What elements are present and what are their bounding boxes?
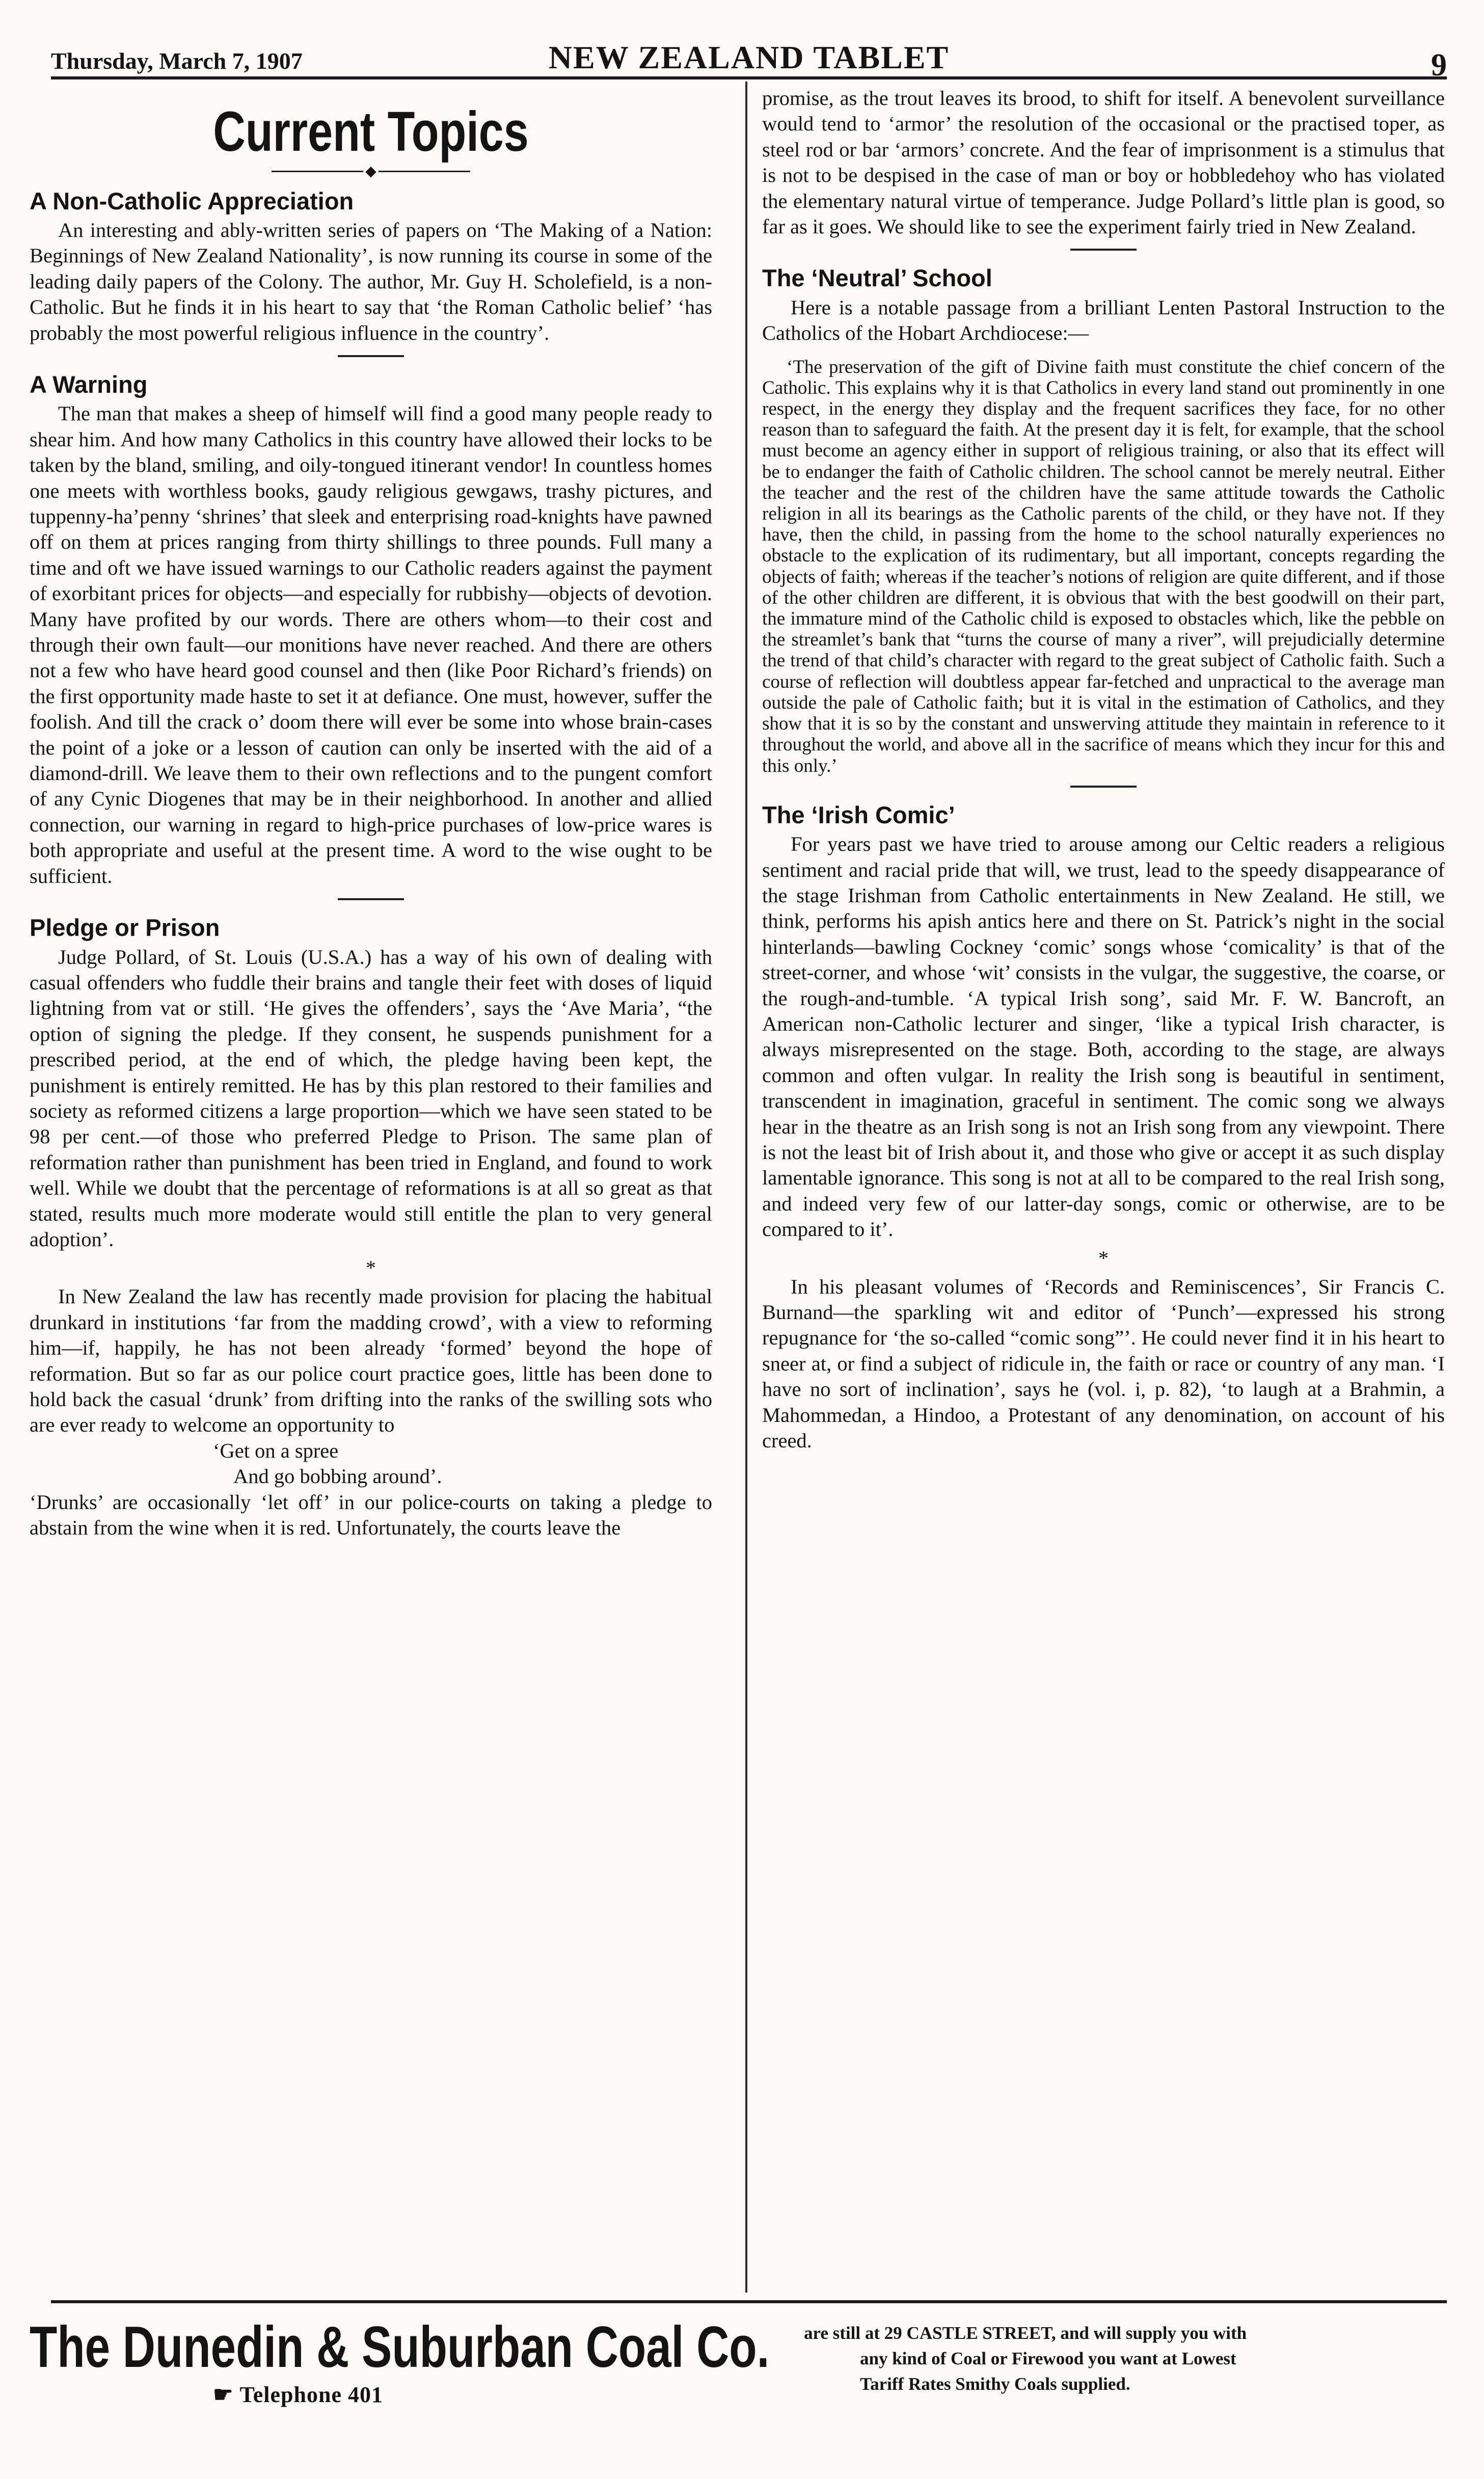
- header-rule: [51, 76, 1447, 79]
- telephone-text: Telephone 401: [239, 2382, 383, 2407]
- issue-date: Thursday, March 7, 1907: [51, 48, 303, 74]
- left-column: [30, 86, 712, 1541]
- asterisk-divider: *: [1098, 1246, 1109, 1270]
- page-title: Current Topics: [213, 100, 529, 163]
- telephone-line: [213, 2382, 383, 2408]
- article-paragraph: The man that makes a sheep of himself will find a good many people ready to shear him. And how many Catholics in this country have allowed their locks to be taken by the bland, smiling, and oily-tongued itinerant vendor! In countless homes one meets with worthless books, gaudy religious gewgaws, trashy pictures, and tuppenny-ha’penny ‘shrines’ that sleek and enterprising road-knights have pawned off on them at prices ranging from thirty shillings to three pounds. Full many a time and oft we have issued warnings to our Catholic readers against the payment of exorbitant prices for objects—and especially for rubbishy—objects of devotion. Many have profited by our words. There are others whom—to their cost and through their own fault—our monitions have never reached. And there are others not a few who have heard good counsel and then (like Poor Richard’s friends) on the first opportunity made haste to set it at defiance. One must, however, suffer the foolish. And till the crack o’ doom there will ever be some into whose brain-cases the point of a joke or a lesson of caution can only be inserted with the aid of a diamond-drill. We leave them to their own reflections and to the pungent comfort of any Cynic Diogenes that may be in their neighborhood. In another and allied connection, our warning in regard to high-price purchases of low-price wares is both appropriate and useful at the present time. A word to the wise ought to be sufficient.: [30, 402, 712, 887]
- section-separator: [1070, 786, 1137, 788]
- article-paragraph: In New Zealand the law has recently made provision for placing the habitual drunkard in institutions ‘far from the madding crowd’, with a view to reforming him—if, happily, he has not been already ‘formed’ beyond the hope of reformation. But so far as our police court practice goes, little has been done to hold back the casual ‘drunk’ from drifting into the ranks of the swilling sots who are ever ready to welcome an opportunity to: [30, 1285, 712, 1437]
- article-paragraph: For years past we have tried to arouse among our Celtic readers a religious sentiment and racial pride that will, we trust, lead to the speedy disappearance of the stage Irishman from Catholic entertainments in New Zealand. He still, we think, performs his apish antics here and there on St. Patrick’s night in the social hinterlands—bawling Cockney ‘comic’ songs whose ‘comicality’ is that of the street-corner, and whose ‘wit’ consists in the vulgar, the suggestive, the coarse, or the rough-and-tumble. ‘A typical Irish song’, said Mr. F. W. Bancroft, an American non-Catholic lecturer and singer, ‘like a typical Irish character, is always misrepresented on the stage. Both, according to the stage, are always common and often vulgar. In reality the Irish song is beautiful in sentiment, transcendent in imagination, graceful in sentiment. The comic song we always hear in the theatre as an Irish song is not an Irish song from any viewpoint. There is not the least bit of Irish about it, and those who give or accept it as such display lamentable ignorance. This song is not at all to be compared to the real Irish song, and indeed very few of our latter-day songs, comic or otherwise, are to be compared to it’.: [762, 832, 1445, 1241]
- article-paragraph: Judge Pollard, of St. Louis (U.S.A.) has a way of his own of dealing with casual offenders who fuddle their brains and tangle their feet with doses of liquid lightning from vat or still. ‘He gives the offenders’, says the ‘Ave Maria’, “the option of signing the pledge. If they consent, he suspends punishment for a prescribed period, at the end of which, the pledge having been kept, the punishment is entirely remitted. He has by this plan restored to their families and society as reformed citizens a large proportion—which we have seen stated to be 98 per cent.—of those who preferred Pledge to Prison. The same plan of reformation rather than punishment has been tried in England, and found to work well. While we doubt that the percentage of reformations is at all so great as that stated, results much more moderate would still entitle the plan to very general adoption’.: [30, 945, 712, 1251]
- coal-advertisement: [30, 2310, 1451, 2412]
- section-heading: The ‘Neutral’ School: [762, 264, 992, 292]
- section-separator: [338, 355, 404, 357]
- verse-line: And go bobbing around’.: [233, 1465, 442, 1488]
- section-heading: A Non-Catholic Appreciation: [30, 187, 354, 214]
- section-heading: Pledge or Prison: [30, 914, 220, 941]
- asterisk-divider: *: [366, 1256, 376, 1280]
- section-separator: [338, 898, 404, 900]
- article-paragraph: ‘Drunks’ are occasionally ‘let off’ in our police-courts on taking a pledge to abstain from the wine when it is red. Unfortunately, the courts leave the: [30, 1490, 712, 1540]
- section-separator: [1070, 249, 1137, 251]
- article-paragraph: In his pleasant volumes of ‘Records and Reminiscences’, Sir Francis C. Burnand—the sparkling wit and editor of ‘Punch’—expressed his strong repugnance for ‘the so-called “comic song”’. He could never find it in his heart to sneer at, or find a subject of ridicule in, the faith or race or country of any man. ‘I have no sort of inclination’, says he (vol. i, p. 82), ‘to laugh at a Brahmin, a Mahommedan, a Hindoo, a Protestant of any denomination, on account of his creed.: [762, 1275, 1445, 1452]
- pointing-hand-icon: ☛: [213, 2382, 234, 2407]
- ad-line: any kind of Coal or Firewood you want at Lowest: [860, 2349, 1236, 2368]
- masthead: NEW ZEALAND TABLET: [548, 39, 950, 75]
- block-quote: ‘The preservation of the gift of Divine faith must constitute the chief concern of the Catholic. This explains why it is that Catholics in every land stand out prominently in one respect, in the energy they display and the frequent sacrifices they face, for no other reason than to safeguard the faith. At the present day it is felt, for example, that the school must become an agency either in support of religious training, or also that its effect will be to endanger the faith of Catholic children. The school cannot be merely neutral. Either the teacher and the rest of the children have the same attitude towards the Catholic religion in all its bearings as the Catholic parents of the child, or they have not. If they have, then the child, in passing from the home to the school naturally experiences no obstacle to the explication of its rudimentary, but all important, concepts regarding the objects of faith; whereas if the teacher’s notions of religion are quite different, and if those of the other children are different, it is obvious that with the best goodwill on their part, the immature mind of the Catholic child is exposed to obstacles which, like the pebble on the streamlet’s bank that “turns the course of many a river”, will prejudicially determine the trend of that child’s character with regard to the great subject of Catholic faith. Such a course of reflection will doubtless appear far-fetched and unpractical to the average man outside the pale of Catholic faith; but it is vital in the estimation of Catholics, and they show that it is so by the constant and unswerving attitude they maintain in reference to it throughout the world, and above all in the sacrifice of means which they incur for this and this only.’: [762, 356, 1445, 776]
- section-heading: The ‘Irish Comic’: [762, 801, 955, 828]
- advertiser-name: The Dunedin & Suburban Coal Co.: [30, 2315, 770, 2380]
- title-ornament: ◆: [30, 164, 712, 179]
- column-divider: [745, 82, 747, 2293]
- right-column: [762, 86, 1445, 1453]
- article-paragraph: An interesting and ably-written series of papers on ‘The Making of a Nation: Beginnings of New Zealand Nationality’, is now running its course in some of the leading daily papers of the Colony. The author, Mr. Guy H. Scholefield, is a non-Catholic. But he finds it in his heart to say that ‘the Roman Catholic belief’ ‘has probably the most powerful religious influence in the country’.: [30, 218, 712, 344]
- verse-quote: [30, 1438, 712, 1490]
- article-paragraph: promise, as the trout leaves its brood, to shift for itself. A benevolent surveillance would tend to ‘armor’ the resolution of the occasional or the practised toper, as steel rod or bar ‘armors’ concrete. And the fear of imprisonment is a stimulus that is not to be despised in the case of man or boy or hobbledehoy who has violated the elementary natural virtue of temperance. Judge Pollard’s little plan is good, so far as it goes. We should like to see the experiment fairly tried in New Zealand.: [762, 87, 1445, 238]
- footer-rule: [51, 2300, 1447, 2303]
- section-heading: A Warning: [30, 371, 148, 398]
- page-number: 9: [1431, 48, 1447, 83]
- advertisement-text: [804, 2321, 1441, 2397]
- ad-line: are still at 29 CASTLE STREET, and will supply you with: [804, 2323, 1247, 2343]
- verse-line: ‘Get on a spree: [213, 1439, 339, 1462]
- ad-line: Tariff Rates Smithy Coals supplied.: [860, 2374, 1130, 2394]
- article-paragraph: Here is a notable passage from a brilliant Lenten Pastoral Instruction to the Catholics of the Hobart Archdiocese:—: [762, 295, 1445, 345]
- page-header: [51, 38, 1447, 83]
